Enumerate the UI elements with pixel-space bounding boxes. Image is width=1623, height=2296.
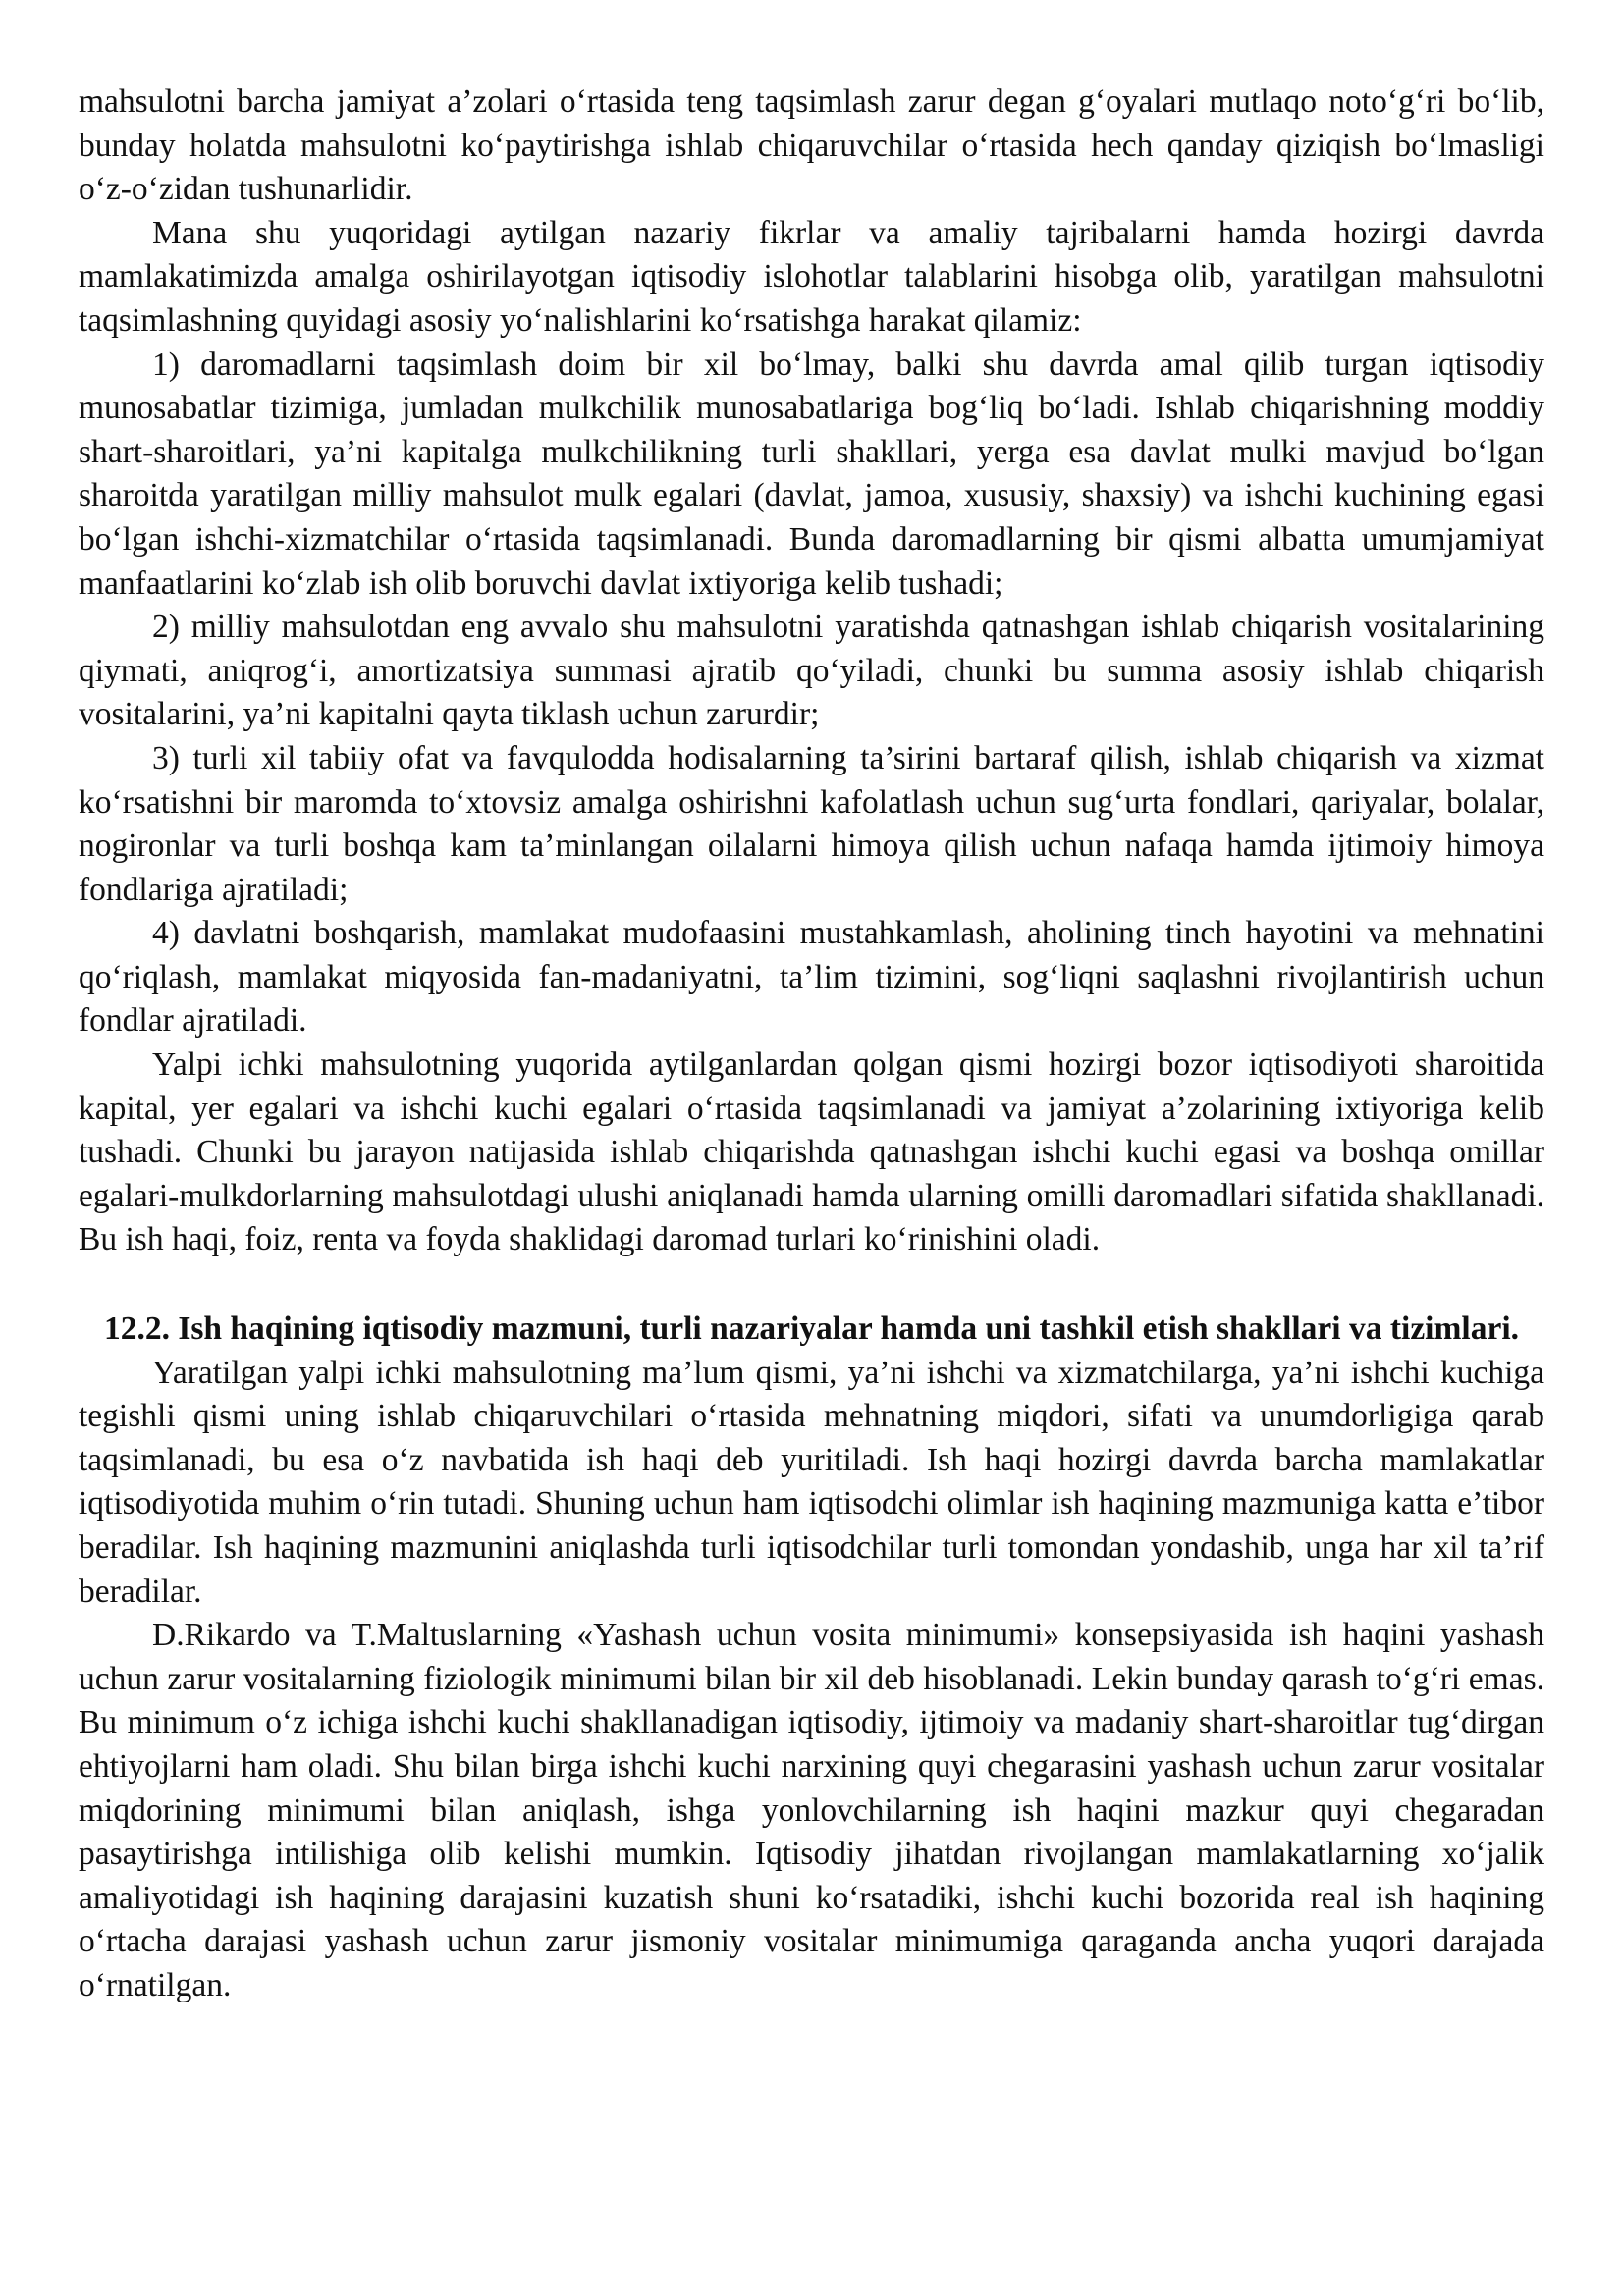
list-item-paragraph: 2) milliy mahsulotdan eng avvalo shu mahsulotni yaratishda qatnashgan ishlab chiqarish vositalarining qiymati, aniqrog‘i, amortizatsiya summasi ajratib qo‘yiladi, chunki bu summa asosiy ishlab chiqarish vositalarini, ya’ni kapitalni qayta tiklash uchun zarurdir; [79,609,1544,733]
document-page [79,80,1544,2008]
list-item-paragraph: 3) turli xil tabiiy ofat va favqulodda hodisalarning ta’sirini bartaraf qilish, ishlab chiqarish va xizmat ko‘rsatishni bir maromda to‘xtovsiz amalga oshirishni kafolatlash uchun sug‘urta fondlari, qariyalar, bolalar, nogironlar va turli boshqa kam ta’minlangan oilalarni himoya qilish uchun nafaqa hamda ijtimoiy himoya fondlariga ajratiladi; [79,739,1544,908]
section-heading: 12.2. Ish haqining iqtisodiy mazmuni, turli nazariyalar hamda uni tashkil etish shakllari va tizimlari. [103,1310,1520,1348]
paragraph: D.Rikardo va T.Maltuslarning «Yashash uchun vosita minimumi» konsepsiyasida ish haqini yashash uchun zarur vositalarning fiziologik minimumi bilan bir xil deb hisoblanadi. Lekin bunday qarash to‘g‘ri emas. Bu minimum o‘z ichiga ishchi kuchi shakllanadigan iqtisodiy, ijtimoiy va madaniy shart-sharoitlar tug‘dirgan ehtiyojlarni ham oladi. Shu bilan birga ishchi kuchi narxining quyi chegarasini yashash uchun zarur vositalar miqdorining minimumi bilan aniqlash, ishga yonlovchilarning ish haqini mazkur quyi chegaradan pasaytirishga intilishiga olib kelishi mumkin. Iqtisodiy jihatdan rivojlangan mamlakatlarning xo‘jalik amaliyotidagi ish haqining darajasini kuzatish shuni ko‘rsatadiki, ishchi kuchi bozorida real ish haqining o‘rtacha darajasi yashash uchun zarur jismoniy vositalar minimumiga qaraganda ancha yuqori darajada o‘rnatilgan. [79,1617,1544,2003]
paragraph: mahsulotni barcha jamiyat a’zolari o‘rtasida teng taqsimlash zarur degan g‘oyalari mutlaqo noto‘g‘ri bo‘lib, bunday holatda mahsulotni ko‘paytirishga ishlab chiqaruvchilar o‘rtasida hech qanday qiziqish bo‘lmasligi o‘z-o‘zidan tushunarlidir. [79,83,1544,208]
list-item-paragraph: 4) davlatni boshqarish, mamlakat mudofaasini mustahkamlash, aholining tinch hayotini va mehnatini qo‘riqlash, mamlakat miqyosida fan-madaniyatni, ta’lim tizimini, sog‘liqni saqlashni rivojlantirish uchun fondlar ajratiladi. [79,915,1544,1040]
list-item-paragraph: 1) daromadlarni taqsimlash doim bir xil bo‘lmay, balki shu davrda amal qilib turgan iqtisodiy munosabatlar tizimiga, jumladan mulkchilik munosabatlariga bog‘liq bo‘ladi. Ishlab chiqarishning moddiy shart-sharoitlari, ya’ni kapitalga mulkchilikning turli shakllari, yerga esa davlat mulki mavjud bo‘lgan sharoitda yaratilgan milliy mahsulot mulk egalari (davlat, jamoa, xususiy, shaxsiy) va ishchi kuchining egasi bo‘lgan ishchi-xizmatchilar o‘rtasida taqsimlanadi. Bunda daromadlarning bir qismi albatta umumjamiyat manfaatlarini ko‘zlab ish olib boruvchi davlat ixtiyoriga kelib tushadi; [79,346,1544,602]
paragraph: Yaratilgan yalpi ichki mahsulotning ma’lum qismi, ya’ni ishchi va xizmatchilarga, ya’ni ishchi kuchiga tegishli qismi uning ishlab chiqaruvchilari o‘rtasida mehnatning miqdori, sifati va unumdorligiga qarab taqsimlanadi, bu esa o‘z navbatida ish haqi deb yuritiladi. Ish haqi hozirgi davrda barcha mamlakatlar iqtisodiyotida muhim o‘rin tutadi. Shuning uchun ham iqtisodchi olimlar ish haqining mazmuniga katta e’tibor beradilar. Ish haqining mazmunini aniqlashda turli iqtisodchilar turli tomondan yondashib, unga har xil ta’rif beradilar. [79,1354,1544,1610]
paragraph: Yalpi ichki mahsulotning yuqorida aytilganlardan qolgan qismi hozirgi bozor iqtisodiyoti sharoitida kapital, yer egalari va ishchi kuchi egalari o‘rtasida taqsimlanadi va jamiyat a’zolarining ixtiyoriga kelib tushadi. Chunki bu jarayon natijasida ishlab chiqarishda qatnashgan ishchi kuchi egasi va boshqa omillar egalari-mulkdorlarning mahsulotdagi ulushi aniqlanadi hamda ularning omilli daromadlari sifatida shakllanadi. Bu ish haqi, foiz, renta va foyda shaklidagi daromad turlari ko‘rinishini oladi. [79,1046,1544,1258]
paragraph: Mana shu yuqoridagi aytilgan nazariy fikrlar va amaliy tajribalarni hamda hozirgi davrda mamlakatimizda amalga oshirilayotgan iqtisodiy islohotlar talablarini hisobga olib, yaratilgan mahsulotni taqsimlashning quyidagi asosiy yo‘nalishlarini ko‘rsatishga harakat qilamiz: [79,214,1544,339]
